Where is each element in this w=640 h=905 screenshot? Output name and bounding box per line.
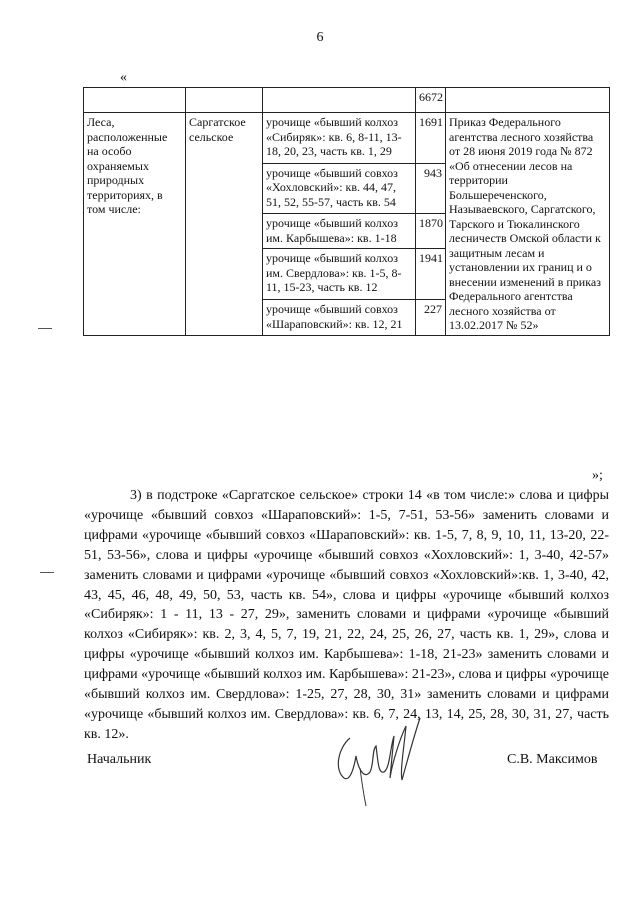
cell-total-empty-1 — [84, 88, 186, 113]
area-cell: 1870 — [416, 214, 446, 249]
table-row — [84, 113, 610, 164]
tract-cell: урочище «бывший совхоз «Шараповский»: кв. 12, 21 — [263, 300, 416, 335]
cell-total-empty-2 — [186, 88, 263, 113]
signatory-name: С.В. Максимов — [507, 752, 598, 767]
area-cell: 943 — [416, 163, 446, 214]
forest-table — [83, 87, 610, 336]
order-cell: Приказ Федерального агентства лесного хозяйства от 28 июня 2019 года № 872 «Об отнесении лесов на территории Большереченского, Называевского, Саргатского, Тарского и Тюкалинского лесничеств Омской области к защитным лесам и установлении их границ и о внесении изменений в приказ Федерального агентства лесного хозяйства от 13.02.2017 № 52» — [446, 113, 610, 336]
area-cell: 1691 — [416, 113, 446, 164]
tract-cell: урочище «бывший колхоз им. Карбышева»: кв. 1-18 — [263, 214, 416, 249]
area-cell: 1941 — [416, 249, 446, 300]
margin-tick — [40, 572, 54, 573]
amendment-paragraph: 3) в подстроке «Саргатское сельское» строки 14 «в том числе:» слова и цифры «урочище «бывший совхоз «Шараповский»: 1-5, 7-51, 53-56» заменить словами и цифрами «урочище «бывший совхоз «Шараповский»: кв. 1-5, 7, 8, 9, 10, 11, 13-20, 22-51, 53-56», слова и цифры «урочище «бывший совхоз «Хохловский»: 1, 3-40, 42-57» заменить словами и цифрами «урочище «бывший совхоз «Хохловский»:кв. 1, 3-40, 42, 43, 45, 46, 48, 49, 50, 53, часть кв. 54», слова и цифры «урочище «бывший колхоз «Сибиряк»: 1 - 11, 13 - 27, 29», заменить словами и цифрами «урочище «бывший колхоз «Сибиряк»: кв. 2, 3, 4, 5, 7, 19, 21, 22, 24, 25, 26, 27, часть кв. 1, 29», слова и цифры «урочище «бывший колхоз им. Карбышева»: 1-18, 21-23» заменить словами и цифрами «урочище «бывший колхоз им. Карбышева»: 21-23», слова и цифры «урочище «бывший колхоз им. Свердлова»: 1-25, 27, 28, 30, 31» заменить словами и цифрами «урочище «бывший колхоз им. Свердлова»: кв. 6, 7, 24, 13, 14, 25, 28, 30, 31, 27, часть кв. 12». — [84, 488, 609, 742]
tract-cell: урочище «бывший совхоз «Хохловский»: кв. 44, 47, 51, 52, 55-57, часть кв. 54 — [263, 163, 416, 214]
closing-quote: »; — [592, 468, 603, 483]
settlement-cell: Саргатское сельское — [186, 113, 263, 336]
tract-cell: урочище «бывший колхоз им. Свердлова»: кв. 1-5, 8-11, 15-23, часть кв. 12 — [263, 249, 416, 300]
cell-total-empty-3 — [263, 88, 416, 113]
margin-tick — [38, 328, 52, 329]
tract-cell: урочище «бывший колхоз «Сибиряк»: кв. 6, 8-11, 13-18, 20, 23, часть кв. 1, 29 — [263, 113, 416, 164]
page-number: 6 — [316, 30, 324, 45]
forest-category-cell: Леса, расположенные на особо охраняемых природных территориях, в том числе: — [84, 113, 186, 336]
handwritten-signature — [320, 708, 430, 808]
cell-total-area: 6672 — [416, 88, 446, 113]
opening-quote: « — [120, 70, 127, 85]
table-row-total — [84, 88, 610, 113]
signatory-title: Начальник — [87, 752, 152, 767]
area-cell: 227 — [416, 300, 446, 335]
cell-total-empty-5 — [446, 88, 610, 113]
